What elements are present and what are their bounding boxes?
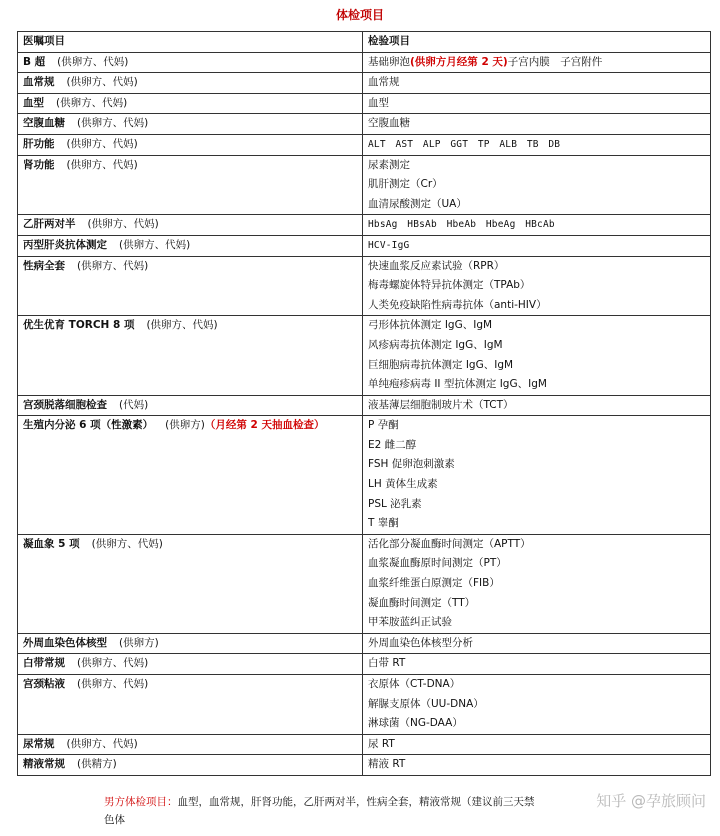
male-exam-label: 男方体检项目： xyxy=(104,796,178,808)
test-item-cell xyxy=(363,395,711,416)
male-exam-text: 血型，血常规，肝肾功能，乙肝两对半，性病全套，精液常规（建议前三天禁 xyxy=(177,796,535,808)
order-item-cell xyxy=(18,215,363,236)
order-item-name: B 超 xyxy=(23,55,46,68)
order-item-name: 性病全套 xyxy=(23,259,65,272)
test-item-line xyxy=(368,94,705,114)
test-item-cell xyxy=(363,675,711,735)
table-row xyxy=(18,755,711,776)
test-item-cell xyxy=(363,734,711,755)
table-row xyxy=(18,654,711,675)
order-item-recipient: (供卵方、代妈) xyxy=(77,678,149,690)
test-item-line xyxy=(368,257,705,277)
table-row xyxy=(18,316,711,395)
order-item-recipient: (供卵方、代妈) xyxy=(77,117,149,130)
order-item-cell xyxy=(18,316,363,395)
order-item-cell xyxy=(18,675,363,735)
test-item-text: 肌肝测定（Cr） xyxy=(368,178,443,191)
test-item-line xyxy=(368,654,705,674)
table-row xyxy=(18,416,711,535)
order-item-name: 肾功能 xyxy=(23,158,55,171)
order-item-cell xyxy=(18,134,363,155)
order-item-cell xyxy=(18,155,363,215)
order-item-name: 尿常规 xyxy=(23,737,55,750)
test-item-text: 子宫内膜 子宫附件 xyxy=(507,55,603,68)
test-item-text: 尿素测定 xyxy=(368,158,410,171)
order-item-recipient: (供卵方) xyxy=(165,419,205,432)
test-item-cell xyxy=(363,93,711,114)
test-item-line xyxy=(368,296,705,316)
test-item-cell xyxy=(363,755,711,776)
table-row xyxy=(18,73,711,94)
test-item-text: 液基薄层细胞制玻片术（TCT） xyxy=(368,398,514,411)
test-item-line xyxy=(368,554,705,574)
test-item-text: ALT AST ALP GGT TP ALB TB DB xyxy=(368,138,561,150)
order-item-note: （月经第 2 天抽血检查） xyxy=(204,419,325,432)
test-item-text: 血清尿酸测定（UA） xyxy=(368,197,467,210)
test-item-cell xyxy=(363,316,711,395)
test-item-note: (供卵方月经第 2 天) xyxy=(410,55,508,68)
order-item-cell xyxy=(18,734,363,755)
table-header-row xyxy=(18,32,711,53)
order-item-recipient: (供卵方、代妈) xyxy=(146,319,218,332)
order-item-cell xyxy=(18,52,363,73)
order-item-name: 血型 xyxy=(23,96,44,109)
test-item-text: 白带 RT xyxy=(368,657,406,670)
test-item-cell xyxy=(363,52,711,73)
test-item-text: 基础卵泡 xyxy=(368,55,410,68)
order-item-cell xyxy=(18,654,363,675)
test-item-text: 血浆凝血酶原时间测定（PT） xyxy=(368,557,507,570)
test-item-text: 风疹病毒抗体测定 IgG、IgM xyxy=(368,338,503,351)
test-item-line xyxy=(368,215,705,235)
test-item-line xyxy=(368,156,705,176)
test-item-text: HbsAg HBsAb HbeAb HbeAg HBcAb xyxy=(368,219,555,231)
table-row xyxy=(18,235,711,256)
test-item-line xyxy=(368,73,705,93)
test-item-text: 外周血染色体核型分析 xyxy=(368,636,473,649)
test-item-text: 空腹血糖 xyxy=(368,117,410,130)
order-item-name: 宫颈粘液 xyxy=(23,678,65,690)
test-item-line xyxy=(368,634,705,654)
test-item-text: P 孕酮 xyxy=(368,419,399,432)
order-item-name: 丙型肝炎抗体测定 xyxy=(23,238,107,251)
test-item-line xyxy=(368,416,705,436)
test-item-text: 凝血酶时间测定（TT） xyxy=(368,596,476,609)
table-row xyxy=(18,155,711,215)
order-item-name: 血常规 xyxy=(23,76,55,89)
order-item-recipient: (供卵方、代妈) xyxy=(57,55,129,68)
test-item-cell xyxy=(363,114,711,135)
test-item-line xyxy=(368,735,705,755)
page-title: 体检项目 xyxy=(335,8,384,22)
test-item-text: FSH 促卵泡刺激素 xyxy=(368,458,455,471)
test-item-line xyxy=(368,336,705,356)
test-item-cell xyxy=(363,654,711,675)
table-row xyxy=(18,256,711,316)
test-item-text: 梅毒螺旋体特异抗体测定（TPAb） xyxy=(368,279,531,292)
watermark: 知乎 @孕旅顾问 xyxy=(596,792,706,810)
male-exam-text-cont: 色体 xyxy=(104,814,125,826)
order-item-recipient: (供卵方、代妈) xyxy=(119,238,191,251)
test-item-line xyxy=(368,375,705,395)
test-item-line xyxy=(368,114,705,134)
order-item-name: 凝血象 5 项 xyxy=(23,537,80,550)
test-item-text: PSL 泌乳素 xyxy=(368,497,422,510)
order-item-cell xyxy=(18,633,363,654)
test-item-text: 衣原体（CT-DNA） xyxy=(368,678,461,690)
table-row xyxy=(18,675,711,735)
test-item-line xyxy=(368,195,705,215)
order-item-cell xyxy=(18,235,363,256)
test-item-text: 弓形体抗体测定 IgG、IgM xyxy=(368,319,493,332)
test-item-line xyxy=(368,436,705,456)
test-item-line xyxy=(368,396,705,416)
test-item-line xyxy=(368,356,705,376)
order-item-cell xyxy=(18,395,363,416)
test-item-text: 甲苯胺蓝纠正试验 xyxy=(368,616,452,629)
test-item-line xyxy=(368,135,705,155)
order-item-name: 宫颈脱落细胞检查 xyxy=(23,398,107,411)
order-item-recipient: (供卵方、代妈) xyxy=(56,96,128,109)
table-row xyxy=(18,633,711,654)
table-row xyxy=(18,93,711,114)
order-item-recipient: (供卵方、代妈) xyxy=(87,218,159,231)
order-item-cell xyxy=(18,534,363,633)
test-item-line xyxy=(368,175,705,195)
table-row xyxy=(18,734,711,755)
test-item-text: 血浆纤维蛋白原测定（FIB） xyxy=(368,577,500,590)
header-cell-test-item: 检验项目 xyxy=(363,32,711,53)
order-item-name: 精液常规 xyxy=(23,758,65,771)
table-row xyxy=(18,534,711,633)
table-row xyxy=(18,52,711,73)
table-row xyxy=(18,114,711,135)
order-item-cell xyxy=(18,73,363,94)
order-item-recipient: (供卵方) xyxy=(119,636,159,649)
table-row xyxy=(18,134,711,155)
test-item-cell xyxy=(363,235,711,256)
order-item-name: 空腹血糖 xyxy=(23,117,65,130)
test-item-line xyxy=(368,675,705,695)
test-item-line xyxy=(368,594,705,614)
test-item-text: 人类免疫缺陷性病毒抗体（anti-HIV） xyxy=(368,298,547,311)
test-item-line xyxy=(368,514,705,534)
test-item-line xyxy=(368,574,705,594)
test-item-text: 解脲支原体（UU-DNA） xyxy=(368,697,484,710)
order-item-recipient: (供卵方、代妈) xyxy=(91,537,163,550)
test-item-line xyxy=(368,613,705,633)
test-item-line xyxy=(368,755,705,775)
test-item-line xyxy=(368,495,705,515)
test-item-text: E2 雌二醇 xyxy=(368,438,417,451)
order-item-name: 生殖内分泌 6 项（性激素） xyxy=(23,419,154,432)
order-item-cell xyxy=(18,256,363,316)
order-item-recipient: (供精方) xyxy=(77,758,117,771)
test-item-cell xyxy=(363,534,711,633)
test-item-text: 单纯疱疹病毒 II 型抗体测定 IgG、IgM xyxy=(368,378,547,391)
test-item-line xyxy=(368,53,705,73)
test-item-cell xyxy=(363,73,711,94)
test-item-line xyxy=(368,455,705,475)
order-item-name: 白带常规 xyxy=(23,657,65,670)
test-item-text: 快速血浆反应素试验（RPR） xyxy=(368,259,505,272)
test-item-cell xyxy=(363,416,711,535)
test-item-cell xyxy=(363,134,711,155)
order-item-recipient: (供卵方、代妈) xyxy=(77,259,149,272)
test-item-line xyxy=(368,535,705,555)
test-item-line xyxy=(368,316,705,336)
test-item-text: 尿 RT xyxy=(368,737,395,750)
test-item-line xyxy=(368,714,705,734)
order-item-cell xyxy=(18,755,363,776)
table-row xyxy=(18,215,711,236)
test-item-text: 淋球菌（NG-DAA） xyxy=(368,717,463,730)
test-item-text: 活化部分凝血酶时间测定（APTT） xyxy=(368,537,531,550)
test-item-text: T 睾酮 xyxy=(368,517,399,530)
order-item-cell xyxy=(18,416,363,535)
test-item-line xyxy=(368,475,705,495)
order-item-name: 优生优育 TORCH 8 项 xyxy=(23,319,135,332)
order-item-recipient: (供卵方、代妈) xyxy=(66,737,138,750)
order-item-recipient: (供卵方、代妈) xyxy=(77,657,149,670)
test-item-line xyxy=(368,236,705,256)
test-item-cell xyxy=(363,155,711,215)
order-item-name: 肝功能 xyxy=(23,137,55,150)
table-row xyxy=(18,395,711,416)
test-item-text: 血常规 xyxy=(368,76,400,89)
test-item-cell xyxy=(363,633,711,654)
exam-table xyxy=(17,31,711,776)
order-item-cell xyxy=(18,114,363,135)
order-item-recipient: (供卵方、代妈) xyxy=(66,158,138,171)
test-item-text: HCV-IgG xyxy=(368,239,410,251)
test-item-text: LH 黄体生成素 xyxy=(368,478,438,491)
order-item-recipient: (供卵方、代妈) xyxy=(66,76,138,89)
order-item-recipient: (供卵方、代妈) xyxy=(66,137,138,150)
test-item-line xyxy=(368,695,705,715)
order-item-name: 外周血染色体核型 xyxy=(23,636,107,649)
test-item-line xyxy=(368,276,705,296)
order-item-cell xyxy=(18,93,363,114)
order-item-recipient: (代妈) xyxy=(119,398,149,411)
order-item-name: 乙肝两对半 xyxy=(23,218,76,231)
test-item-text: 血型 xyxy=(368,96,389,109)
test-item-text: 巨细胞病毒抗体测定 IgG、IgM xyxy=(368,358,514,371)
header-cell-order-item: 医嘱项目 xyxy=(18,32,363,53)
test-item-text: 精液 RT xyxy=(368,758,406,771)
test-item-cell xyxy=(363,215,711,236)
test-item-cell xyxy=(363,256,711,316)
